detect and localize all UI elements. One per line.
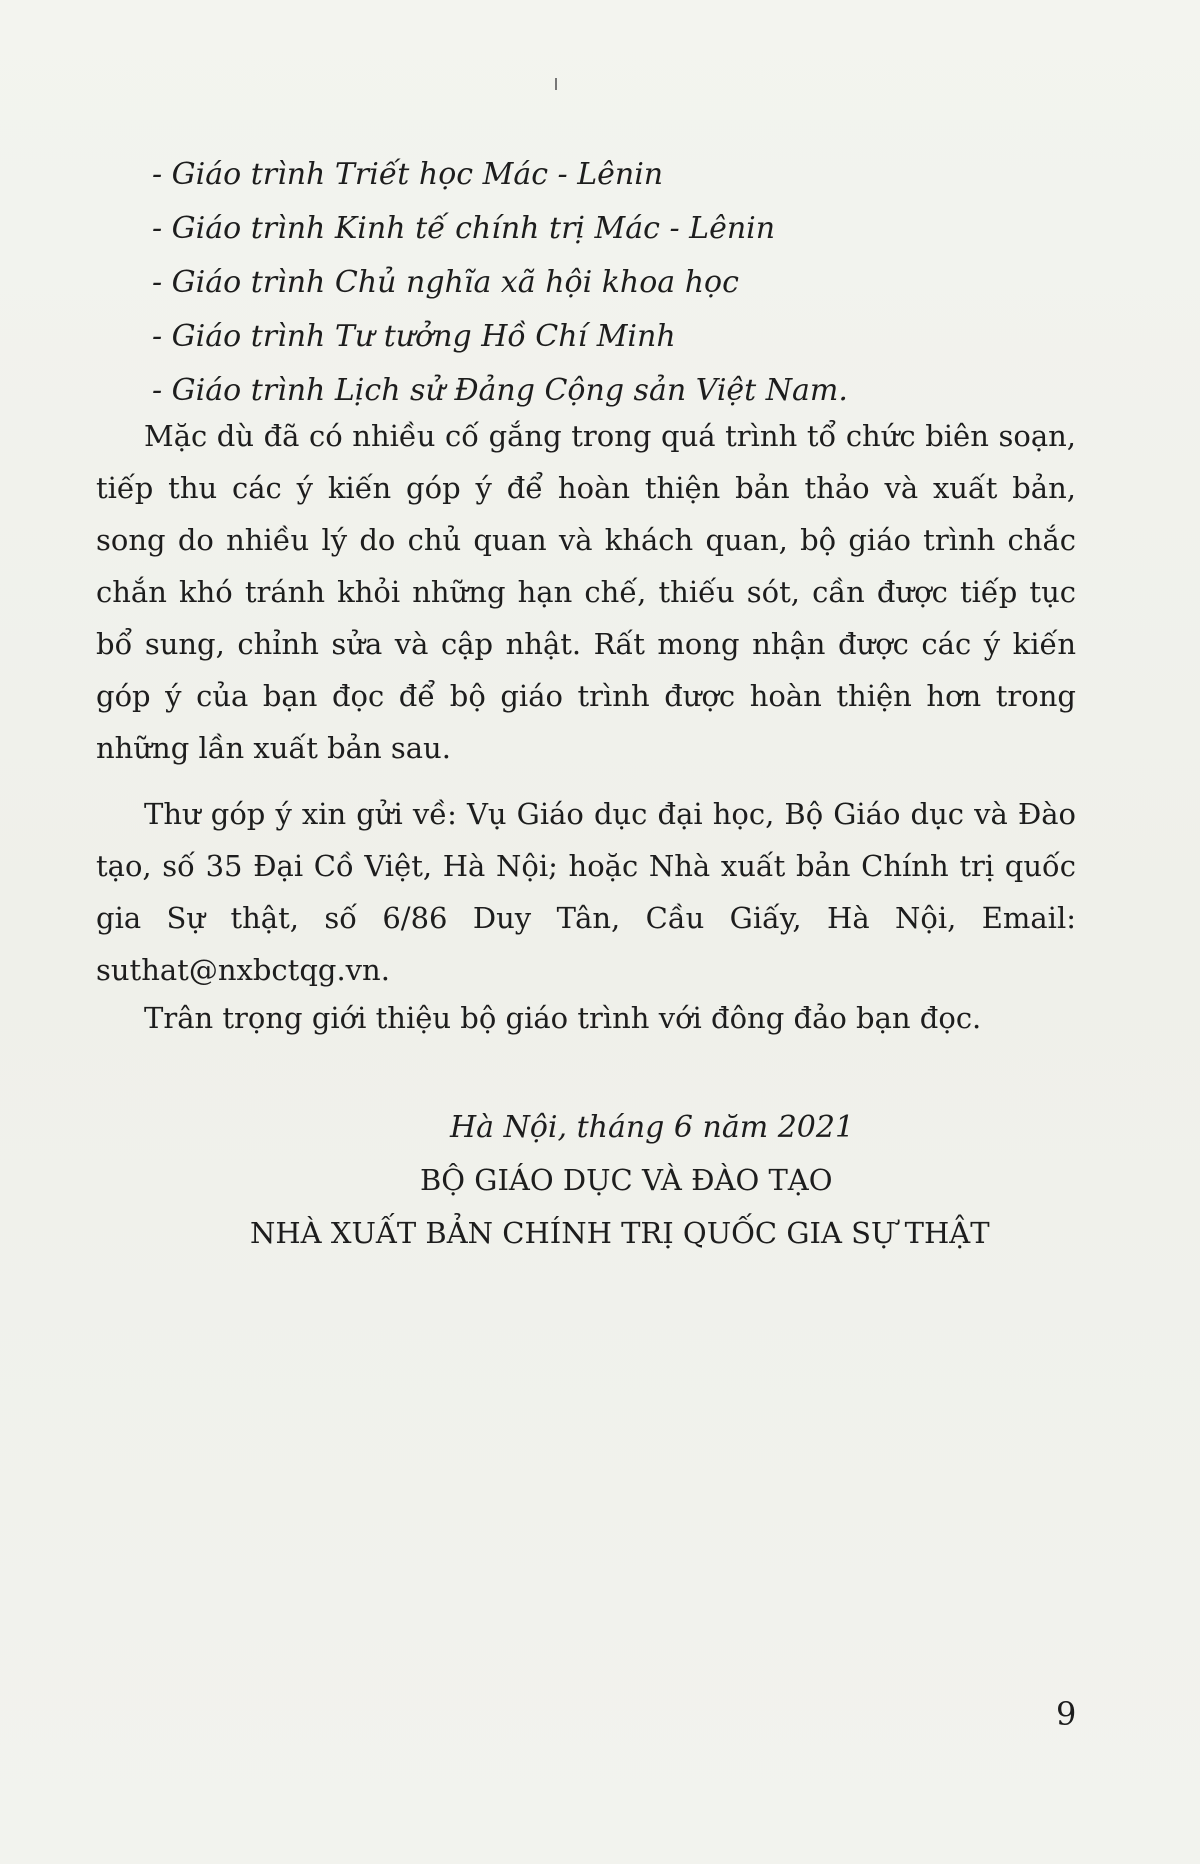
page-number: 9 (1056, 1695, 1077, 1733)
paragraph-closing: Trân trọng giới thiệu bộ giáo trình với đông đảo bạn đọc. (144, 1001, 982, 1035)
paragraph-limitations: Mặc dù đã có nhiều cố gắng trong quá trình tổ chức biên soạn, tiếp thu các ý kiến góp ý để hoàn thiện bản thảo và xuất bản, song do nhiều lý do chủ quan và khách quan, bộ giáo trình chắc chắn khó tránh khỏi những hạn chế, thiếu sót, cần được tiếp tục bổ sung, chỉnh sửa và cập nhật. Rất mong nhận được các ý kiến góp ý của bạn đọc để bộ giáo trình được hoàn thiện hơn trong những lần xuất bản sau. (96, 419, 1076, 765)
list-item: - Giáo trình Lịch sử Đảng Cộng sản Việt Nam. (152, 373, 848, 408)
signature-publisher: NHÀ XUẤT BẢN CHÍNH TRỊ QUỐC GIA SỰ THẬT (250, 1216, 990, 1250)
list-item: - Giáo trình Kinh tế chính trị Mác - Lênin (152, 211, 776, 246)
list-item: - Giáo trình Chủ nghĩa xã hội khoa học (152, 265, 739, 300)
paragraph-contact: Thư góp ý xin gửi về: Vụ Giáo dục đại học, Bộ Giáo dục và Đào tạo, số 35 Đại Cồ Việt, Hà Nội; hoặc Nhà xuất bản Chính trị quốc gia Sự thật, số 6/86 Duy Tân, Cầu Giấy, Hà Nội, Email: suthat@nxbctqg.vn. (96, 797, 1076, 987)
signature-ministry: BỘ GIÁO DỤC VÀ ĐÀO TẠO (420, 1163, 833, 1197)
list-item: - Giáo trình Triết học Mác - Lênin (152, 157, 664, 192)
print-mark (555, 78, 557, 90)
list-item: - Giáo trình Tư tưởng Hồ Chí Minh (152, 319, 676, 354)
textbook-list (152, 148, 1092, 418)
signature-date: Hà Nội, tháng 6 năm 2021 (450, 1110, 855, 1145)
